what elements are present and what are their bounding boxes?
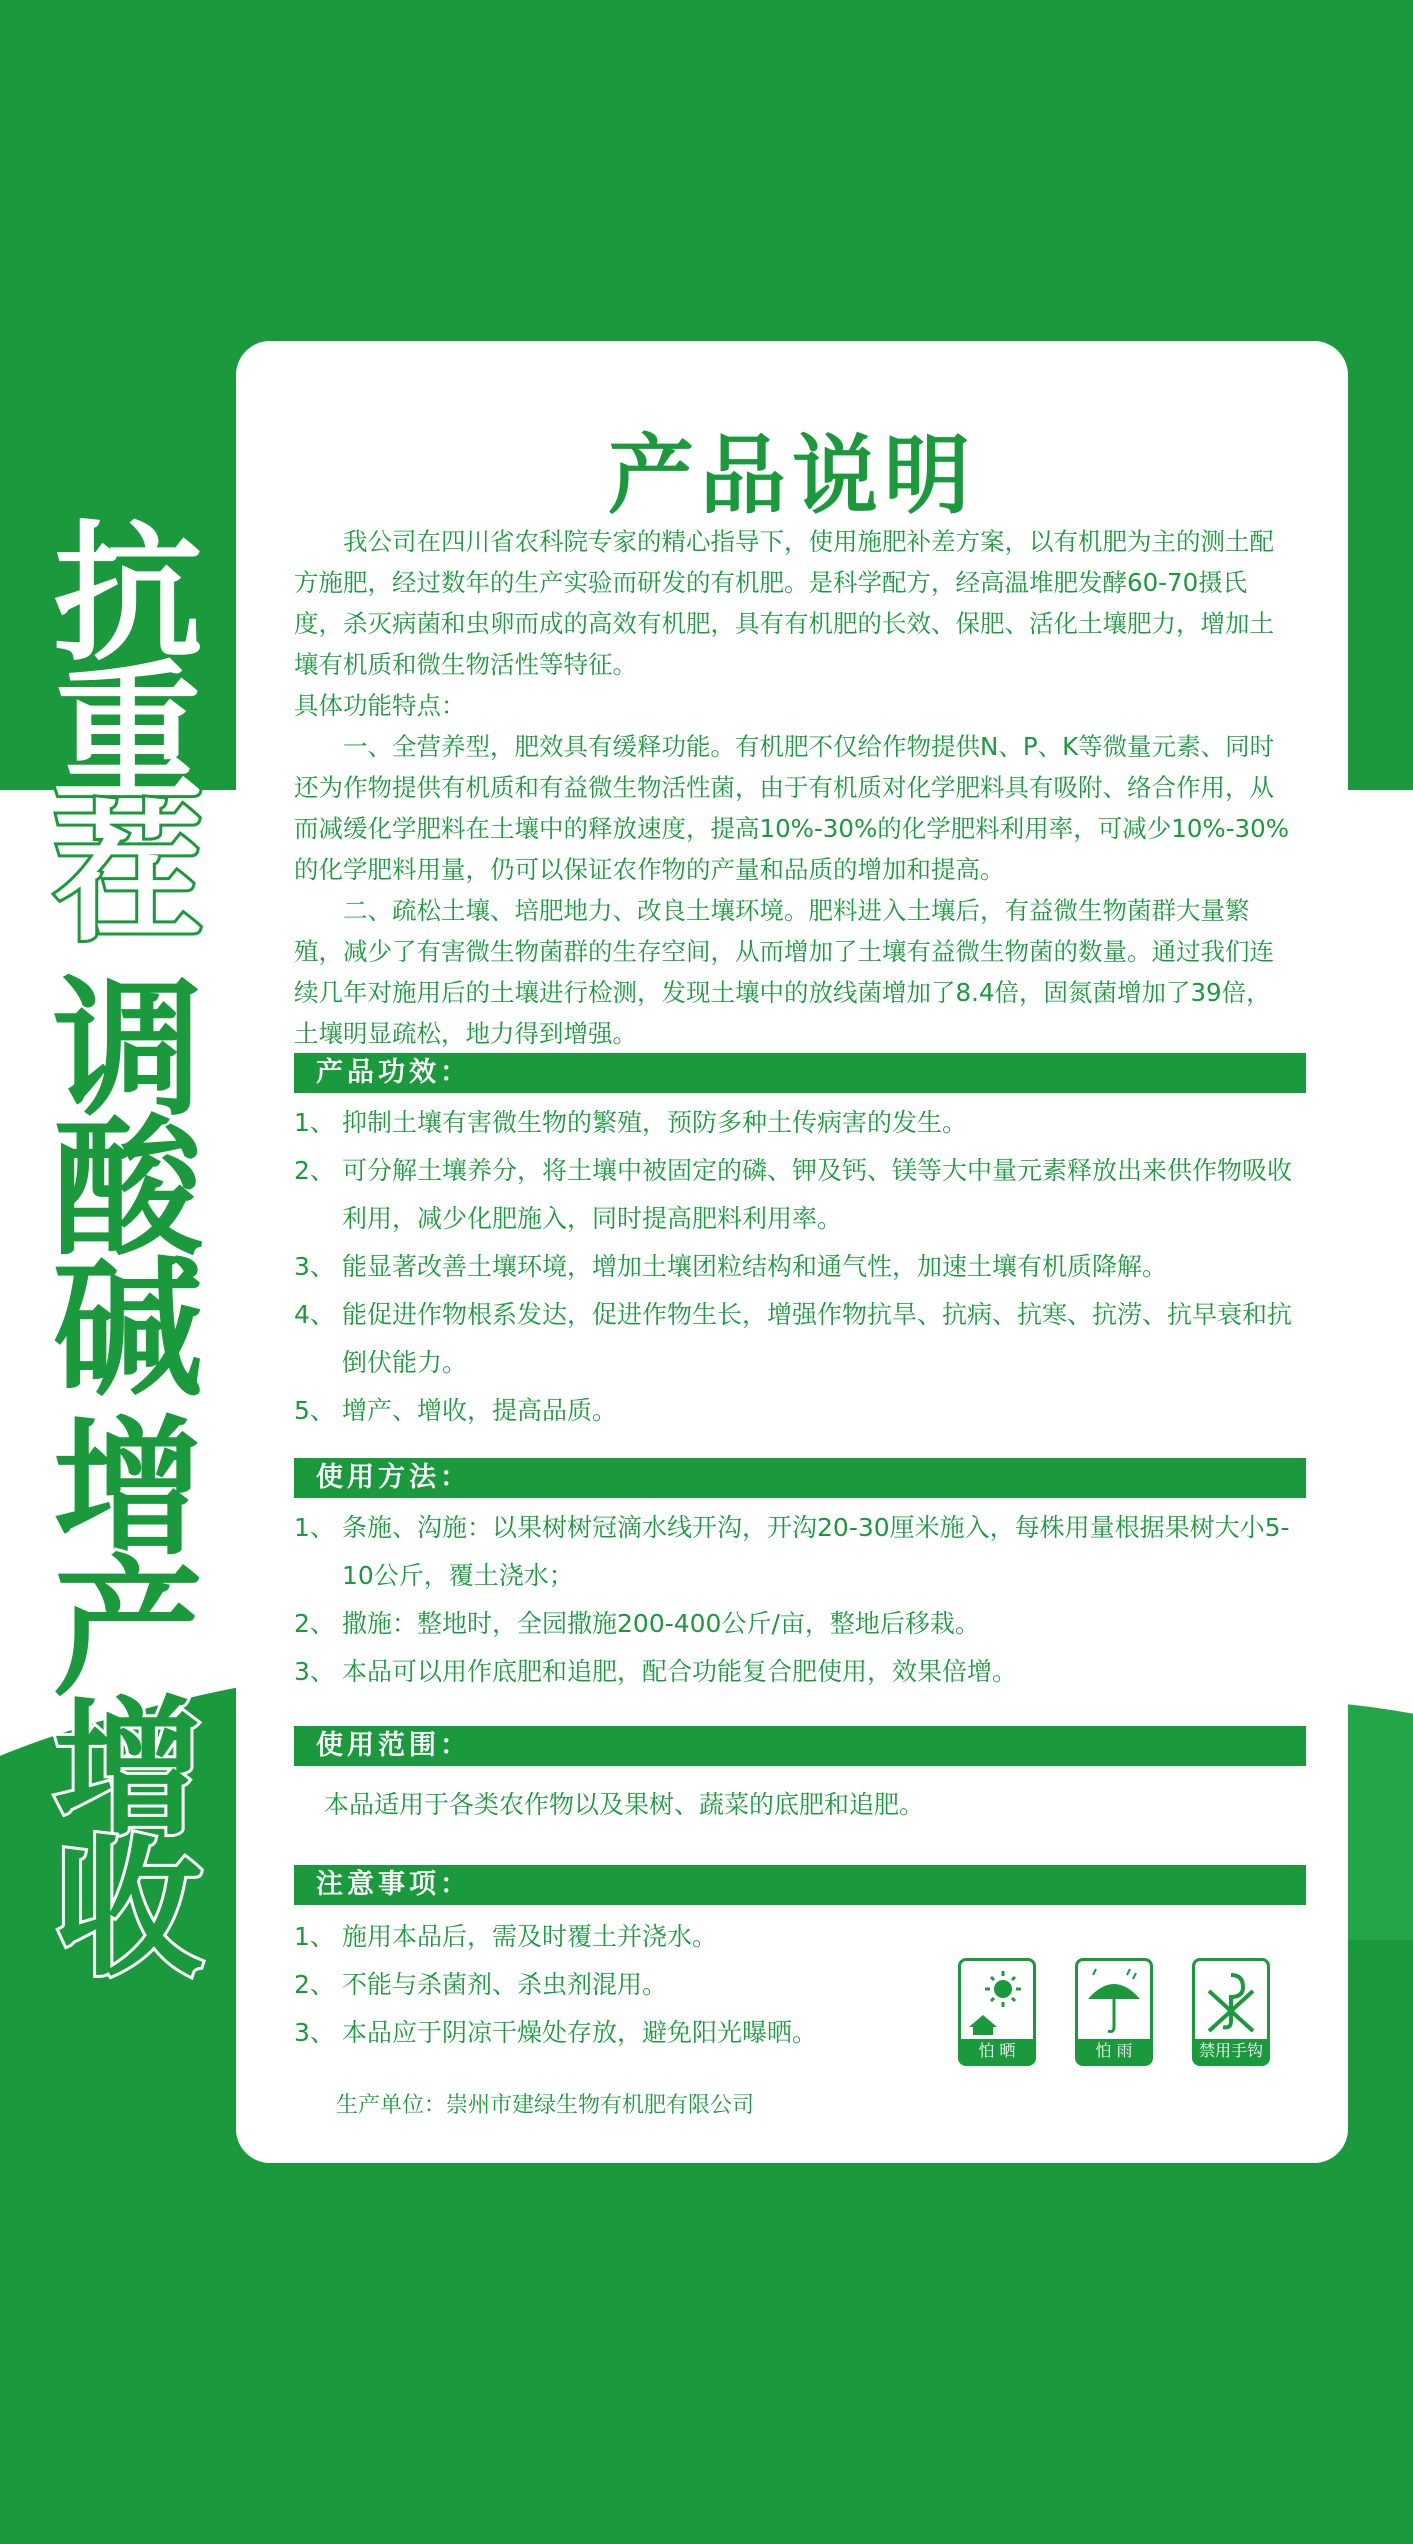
list-item bbox=[294, 2009, 914, 2057]
list-item bbox=[294, 1504, 1306, 1600]
item-text: 条施、沟施：以果树树冠滴水线开沟，开沟20-30厘米施入，每株用量根据果树大小5-10公斤，覆土浇水； bbox=[342, 1513, 1290, 1590]
slogan-char: 重 bbox=[52, 648, 203, 822]
item-text: 抑制土壤有害微生物的繁殖，预防多种土传病害的发生。 bbox=[342, 1108, 968, 1137]
item-text: 能显著改善土壤环境，增加土壤团粒结构和通气性，加速土壤有机质降解。 bbox=[342, 1252, 1168, 1281]
notes-list bbox=[294, 1913, 914, 2057]
item-number: 2、 bbox=[294, 1609, 335, 1638]
usage-list bbox=[294, 1504, 1306, 1696]
item-number: 3、 bbox=[294, 1252, 335, 1281]
slogan-char: 产 bbox=[52, 1543, 203, 1717]
icon-label: 禁用手钩 bbox=[1195, 2039, 1267, 2063]
list-item bbox=[294, 1387, 1306, 1435]
product-description-panel bbox=[236, 341, 1348, 2163]
list-item bbox=[294, 1291, 1306, 1387]
slogan-char: 酸 bbox=[52, 1103, 203, 1277]
item-number: 3、 bbox=[294, 1657, 335, 1686]
item-number: 2、 bbox=[294, 1156, 335, 1185]
item-text: 能促进作物根系发达，促进作物生长，增强作物抗旱、抗病、抗寒、抗涝、抗早衰和抗倒伏能力。 bbox=[342, 1300, 1293, 1377]
list-item bbox=[294, 1913, 914, 1961]
list-item bbox=[294, 1600, 1306, 1648]
intro-paragraph: 我公司在四川省农科院专家的精心指导下，使用施肥补差方案，以有机肥为主的测土配方施肥，经过数年的生产实验而研发的有机肥。是科学配方，经高温堆肥发酵60-70摄氏度，杀灭病菌和虫卵而成的高效有机肥，具有有机肥的长效、保肥、活化土壤肥力，增加土壤有机质和微生物活性等特征。 bbox=[294, 527, 1274, 679]
keep-dry-label bbox=[1075, 1958, 1153, 2066]
keep-from-sun-label bbox=[958, 1958, 1036, 2066]
sun-icon bbox=[965, 1965, 1029, 2039]
item-text: 本品应于阴凉干燥处存放，避免阳光曝晒。 bbox=[342, 2018, 818, 2047]
item-text: 可分解土壤养分，将土壤中被固定的磷、钾及钙、镁等大中量元素释放出来供作物吸收利用，减少化肥施入，同时提高肥料利用率。 bbox=[342, 1156, 1293, 1233]
page-title: 产品说明 bbox=[608, 426, 976, 526]
slogan-char: 增 bbox=[52, 1683, 203, 1857]
item-text: 本品可以用作底肥和追肥，配合功能复合肥使用，效果倍增。 bbox=[342, 1657, 1018, 1686]
list-item bbox=[294, 1099, 1306, 1147]
slogan-group-3 bbox=[28, 1403, 228, 1997]
section-heading-effects: 产品功效： bbox=[294, 1053, 1306, 1093]
slogan-group-1 bbox=[28, 508, 228, 962]
icon-label: 怕 雨 bbox=[1078, 2039, 1150, 2063]
item-text: 施用本品后，需及时覆土并浇水。 bbox=[342, 1922, 718, 1951]
umbrella-icon bbox=[1082, 1965, 1146, 2039]
item-number: 2、 bbox=[294, 1970, 335, 1999]
list-item bbox=[294, 1243, 1306, 1291]
list-item bbox=[294, 1147, 1306, 1243]
slogan-char: 抗 bbox=[52, 508, 203, 682]
slogan-char: 增 bbox=[52, 1403, 203, 1577]
item-number: 1、 bbox=[294, 1513, 335, 1542]
slogan-char: 茬 bbox=[52, 788, 203, 962]
no-hooks-label bbox=[1192, 1958, 1270, 2066]
section-heading-scope: 使用范围： bbox=[294, 1726, 1306, 1766]
item-number: 4、 bbox=[294, 1300, 335, 1329]
slogan-char: 调 bbox=[52, 963, 203, 1137]
section-heading-notes: 注意事项： bbox=[294, 1865, 1306, 1905]
slogan-char: 收 bbox=[52, 1823, 203, 1997]
item-text: 增产、增收，提高品质。 bbox=[342, 1396, 618, 1425]
item-number: 5、 bbox=[294, 1396, 335, 1425]
list-item bbox=[294, 1961, 914, 2009]
feature-paragraph: 二、疏松土壤、培肥地力、改良土壤环境。肥料进入土壤后，有益微生物菌群大量繁殖，减少了有害微生物菌群的生存空间，从而增加了土壤有益微生物菌的数量。通过我们连续几年对施用后的土壤进行检测，发现土壤中的放线菌增加了8.4倍，固氮菌增加了39倍，土壤明显疏松，地力得到增强。 bbox=[294, 896, 1274, 1048]
item-text: 不能与杀菌剂、杀虫剂混用。 bbox=[342, 1970, 668, 1999]
feature-paragraph: 一、全营养型，肥效具有缓释功能。有机肥不仅给作物提供N、P、K等微量元素、同时还为作物提供有机质和有益微生物活性菌，由于有机质对化学肥料具有吸附、络合作用，从而减缓化学肥料在土壤中的释放速度，提高10%-30%的化学肥料利用率，可减少10%-30%的化学肥料用量，仍可以保证农作物的产量和品质的增加和提高。 bbox=[294, 732, 1289, 884]
slogan-char: 碱 bbox=[52, 1243, 203, 1417]
section-heading-usage: 使用方法： bbox=[294, 1458, 1306, 1498]
features-label: 具体功能特点： bbox=[294, 691, 466, 720]
slogan-group-2 bbox=[28, 963, 228, 1417]
intro-text bbox=[294, 521, 1294, 1054]
item-text: 撒施：整地时，全园撒施200-400公斤/亩，整地后移栽。 bbox=[342, 1609, 980, 1638]
no-hook-icon bbox=[1199, 1965, 1263, 2039]
manufacturer-info: 生产单位：崇州市建绿生物有机肥有限公司 bbox=[336, 2093, 755, 2118]
item-number: 3、 bbox=[294, 2018, 335, 2047]
item-number: 1、 bbox=[294, 1922, 335, 1951]
icon-label: 怕 晒 bbox=[961, 2039, 1033, 2063]
effects-list bbox=[294, 1099, 1306, 1435]
list-item bbox=[294, 1648, 1306, 1696]
item-number: 1、 bbox=[294, 1108, 335, 1137]
scope-text: 本品适用于各类农作物以及果树、蔬菜的底肥和追肥。 bbox=[324, 1790, 925, 1819]
